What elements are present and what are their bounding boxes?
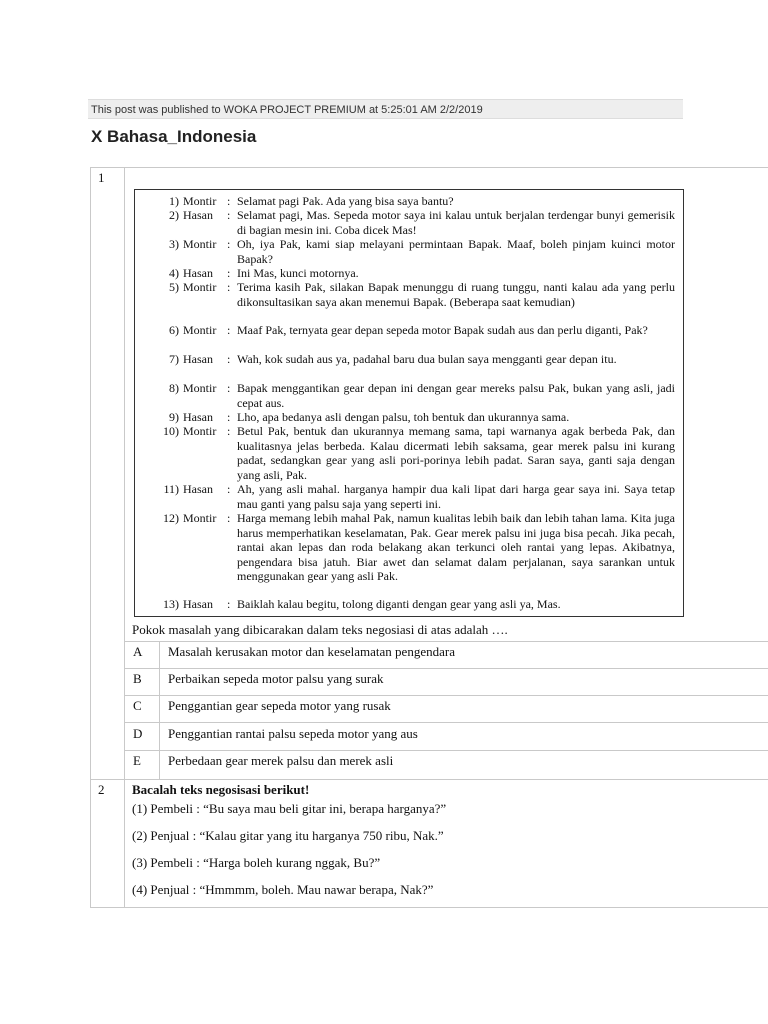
negotiation-dialog-image	[134, 189, 684, 617]
dialog-line: 7) Hasan : Wah, kok sudah aus ya, padahal baru dua bulan saya mengganti gear depan itu.	[169, 352, 617, 366]
dialog-line: 5) Montir : Terima kasih Pak, silakan Bapak menunggu di ruang tunggu, nanti kalau ada yang perlu dikonsultasikan saya akan menemui Bapak. (Beberapa saat kemudian)	[169, 280, 675, 309]
dialog-line: 13) Hasan : Baiklah kalau begitu, tolong diganti dengan gear yang asli ya, Mas.	[163, 597, 561, 611]
row-divider	[124, 668, 768, 669]
option-letter: C	[133, 698, 142, 713]
negotiation-line: (4) Penjual : “Hmmmm, boleh. Mau nawar berapa, Nak?”	[132, 882, 434, 897]
row-divider	[124, 695, 768, 696]
publish-banner: This post was published to WOKA PROJECT PREMIUM at 5:25:01 AM 2/2/2019	[88, 99, 683, 119]
option-letter: E	[133, 753, 141, 768]
question-heading: Bacalah teks negosisasi berikut!	[132, 782, 310, 797]
row-divider	[124, 750, 768, 751]
dialog-line: 9) Hasan : Lho, apa bedanya asli dengan palsu, toh bentuk dan ukurannya sama.	[169, 410, 570, 424]
dialog-line: 4) Hasan : Ini Mas, kunci motornya.	[169, 266, 359, 280]
dialog-line: 2) Hasan : Selamat pagi, Mas. Sepeda motor saya ini kalau untuk berjalan terdengar bunyi gemerisik di bagian mesin ini. Coba dicek Mas!	[169, 208, 675, 237]
option-b[interactable]: Perbaikan sepeda motor palsu yang surak	[168, 671, 384, 686]
dialog-line: 11) Hasan : Ah, yang asli mahal. harganya hampir dua kali lipat dari harga gear saya ini. Saya tetap mau ganti yang palsu saja yang seperti ini.	[163, 482, 675, 511]
dialog-line: 6) Montir : Maaf Pak, ternyata gear depan sepeda motor Bapak sudah aus dan perlu diganti, Pak?	[169, 323, 648, 337]
question-number: 2	[98, 782, 105, 797]
option-c[interactable]: Penggantian gear sepeda motor yang rusak	[168, 698, 391, 713]
row-divider	[90, 779, 768, 780]
table-column-divider	[124, 167, 125, 908]
dialog-line: 10) Montir : Betul Pak, bentuk dan ukurannya memang sama, tapi warnanya agak berbeda Pak, dan kualitasnya jelas berbeda. Kalau dicermati lebih saksama, gear merek palsu ini kurang padat, sedangkan gear yang asli pori-porinya lebih padat. Saran saya, ganti saja dengan yang asli, Pak.	[163, 424, 675, 482]
dialog-line: 1) Montir : Selamat pagi Pak. Ada yang bisa saya bantu?	[169, 194, 454, 208]
table-border-bottom	[90, 907, 768, 908]
negotiation-line: (1) Pembeli : “Bu saya mau beli gitar ini, berapa harganya?”	[132, 801, 447, 816]
option-d[interactable]: Penggantian rantai palsu sepeda motor yang aus	[168, 726, 418, 741]
question-text: Pokok masalah yang dibicarakan dalam teks negosiasi di atas adalah ….	[132, 622, 508, 637]
option-letter: B	[133, 671, 142, 686]
page-title: X Bahasa_Indonesia	[91, 127, 257, 146]
table-border-top	[90, 167, 768, 168]
row-divider	[124, 641, 768, 642]
option-letter-divider	[159, 641, 160, 779]
table-border-left	[90, 167, 91, 908]
option-letter: A	[133, 644, 143, 659]
row-divider	[124, 722, 768, 723]
option-a[interactable]: Masalah kerusakan motor dan keselamatan pengendara	[168, 644, 455, 659]
negotiation-line: (2) Penjual : “Kalau gitar yang itu harganya 750 ribu, Nak.”	[132, 828, 444, 843]
option-e[interactable]: Perbedaan gear merek palsu dan merek asli	[168, 753, 394, 768]
question-number: 1	[98, 170, 105, 185]
dialog-line: 3) Montir : Oh, iya Pak, kami siap melayani permintaan Bapak. Maaf, boleh pinjam kuinci motor Bapak?	[169, 237, 675, 266]
negotiation-line: (3) Pembeli : “Harga boleh kurang nggak, Bu?”	[132, 855, 381, 870]
dialog-line: 12) Montir : Harga memang lebih mahal Pak, namun kualitas lebih baik dan lebih tahan lama. Kita juga harus memperhatikan keselamatan, Pak. Gear merek palsu ini juga bisa pecah. Jika pecah, rantai akan lepas dan roda belakang akan terkunci oleh rantai yang lepas. Akibatnya, pengendara bisa jatuh. Biar awet dan selamat dalam perjalanan, saya sarankan untuk menggunakan gear yang asli Pak.	[163, 511, 675, 583]
option-letter: D	[133, 726, 143, 741]
dialog-line: 8) Montir : Bapak menggantikan gear depan ini dengan gear mereks palsu Pak, bukan yang asli, jadi cepat aus.	[169, 381, 675, 410]
